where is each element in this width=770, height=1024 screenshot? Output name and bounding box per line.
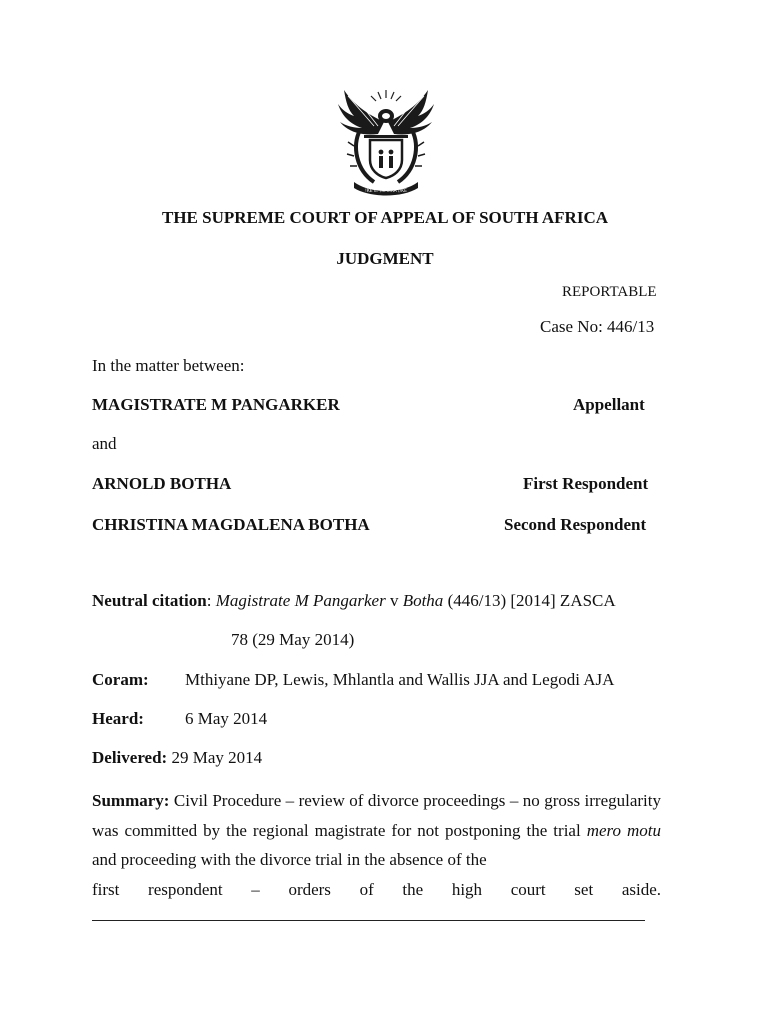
citation-label: Neutral citation [92,591,207,610]
document-title: JUDGMENT [336,249,434,268]
summary-label: Summary: [92,791,170,810]
citation-party-1: Magistrate M Pangarker [215,591,386,610]
and-connector: and [92,434,117,453]
summary-italic: mero motu [586,820,661,840]
summary-text-2: and proceeding with the divorce trial in the absence of the [92,850,487,870]
first-respondent-role: First Respondent [523,474,649,493]
heard-label: Heard: [92,709,144,728]
citation-party-2: Botha [402,591,444,610]
horizontal-rule [92,920,645,921]
second-respondent-role: Second Respondent [504,515,647,534]
coram-label: Coram: [92,670,149,689]
coat-of-arms-emblem [334,86,438,196]
citation-line-2: 78 (29 May 2014) [231,630,355,649]
coram-value: Mthiyane DP, Lewis, Mhlantla and Wallis JJA and Legodi AJA [185,670,615,689]
second-respondent-name: CHRISTINA MAGDALENA BOTHA [92,515,370,534]
reportable-label: REPORTABLE [562,284,657,300]
delivered-value: 29 May 2014 [167,748,263,767]
appellant-role: Appellant [573,395,645,414]
summary-last-line: first respondent – orders of the high court set aside. [92,880,661,900]
first-respondent-name: ARNOLD BOTHA [92,474,232,493]
delivered-line [92,748,262,768]
appellant-name: MAGISTRATE M PANGARKER [92,395,340,414]
court-name: THE SUPREME COURT OF APPEAL OF SOUTH AFRICA [161,208,609,227]
summary-paragraph [92,786,661,905]
case-number: Case No: 446/13 [540,317,655,336]
heard-value: 6 May 2014 [185,709,268,728]
neutral-citation [92,591,616,611]
citation-colon: : [206,591,216,610]
matter-intro: In the matter between: [92,356,245,375]
crest-motto: !KE E: /XARRA //KE [365,189,407,194]
delivered-label: Delivered: [92,748,168,767]
summary-text-1: Civil Procedure – review of divorce proceedings – no gross irregularity was committed by the regional magistrate for not postponing the trial [92,791,661,840]
citation-versus: v [385,591,403,610]
citation-reference: (446/13) [2014] ZASCA [443,591,616,610]
